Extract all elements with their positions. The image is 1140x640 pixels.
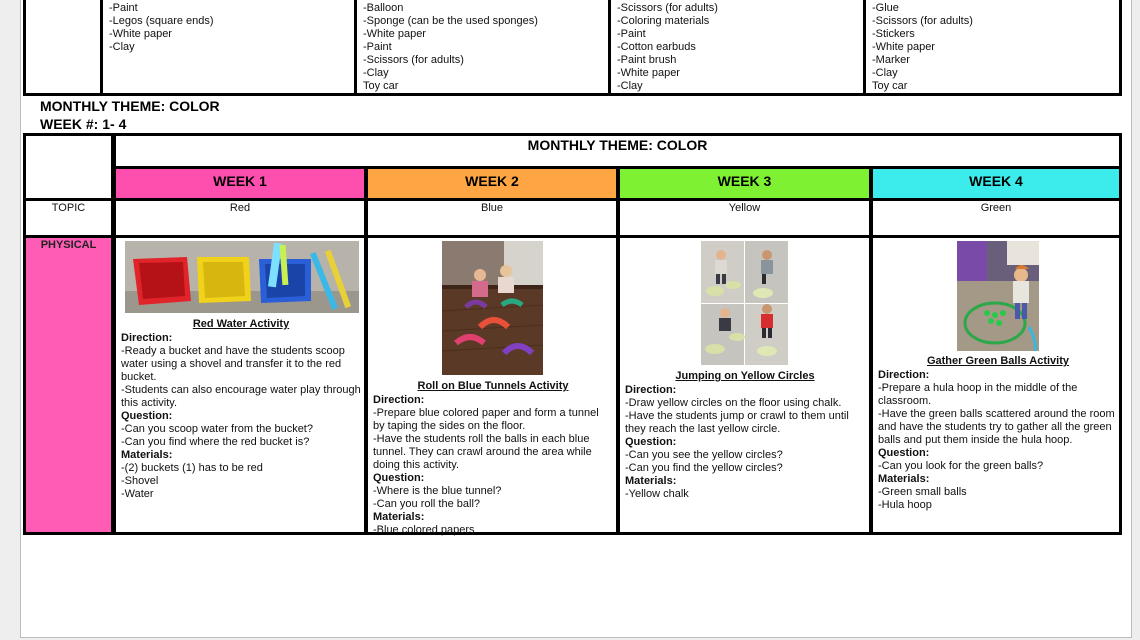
material-item: -Coloring materials	[617, 15, 710, 27]
week-4-header: WEEK 4	[873, 169, 1119, 198]
material-item: -Clay	[363, 67, 389, 79]
material-item: -Water	[121, 488, 154, 500]
material-item: -White paper	[363, 28, 426, 40]
materials-label-cell	[26, 0, 100, 93]
material-item: -Stickers	[872, 28, 915, 40]
material-item: -Legos (square ends)	[109, 15, 214, 27]
material-item: -Scissors (for adults)	[617, 2, 718, 14]
red-water-activity-photo	[125, 241, 359, 313]
direction-label: Direction:	[373, 394, 425, 406]
green-balls-activity-photo	[957, 241, 1039, 351]
material-item: -White paper	[109, 28, 172, 40]
activity-cell-week-1	[116, 238, 364, 532]
activity-cell-week-3	[620, 238, 869, 532]
topic-label: TOPIC	[51, 202, 86, 214]
physical-label: PHYSICAL	[40, 239, 97, 251]
materials-label: Materials:	[373, 511, 425, 523]
material-item: -Marker	[872, 54, 910, 66]
question-label: Question:	[121, 410, 173, 422]
monthly-theme-heading: MONTHLY THEME: COLOR	[40, 98, 220, 114]
table-title: MONTHLY THEME: COLOR	[527, 137, 708, 153]
activity-title: Red Water Activity	[192, 318, 290, 330]
material-item: -Paint	[109, 2, 138, 14]
material-item: -Hula hoop	[878, 499, 932, 511]
materials-cell-2	[357, 0, 608, 93]
question-item: -Where is the blue tunnel?	[373, 485, 502, 497]
material-item: -Paint brush	[617, 54, 677, 66]
corner-cell	[26, 136, 111, 198]
direction-label: Direction:	[625, 384, 677, 396]
materials-label: Materials:	[625, 475, 677, 487]
direction-item: -Prepare a hula hoop in the middle of the classroom.	[878, 382, 1078, 407]
materials-cell-3	[611, 0, 863, 93]
question-item: -Can you scoop water from the bucket?	[121, 423, 313, 435]
blue-tunnels-activity-photo	[442, 241, 543, 375]
question-item: -Can you find where the red bucket is?	[121, 436, 310, 448]
topic-week-1: Red	[229, 202, 251, 214]
activity-text-week-4	[878, 353, 1118, 512]
material-item: -Blue colored papers	[373, 524, 475, 536]
direction-item: -Have the students jump or crawl to them until they reach the last yellow circle.	[625, 410, 849, 435]
topic-week-3: Yellow	[728, 202, 761, 214]
material-item: Toy car	[363, 80, 399, 92]
yellow-circles-activity-photo	[701, 241, 788, 365]
week-number-heading: WEEK #: 1- 4	[40, 116, 127, 132]
activity-text-week-2	[373, 378, 613, 537]
material-item: -Scissors (for adults)	[363, 54, 464, 66]
material-item: -Green small balls	[878, 486, 967, 498]
direction-item: -Prepare blue colored paper and form a tunnel by taping the sides on the floor.	[373, 407, 599, 432]
material-item: -Clay	[872, 67, 898, 79]
question-label: Question:	[373, 472, 425, 484]
material-item: -Paint	[617, 28, 646, 40]
material-item: -Shovel	[121, 475, 159, 487]
material-item: -Clay	[109, 41, 135, 53]
week-3-header: WEEK 3	[620, 169, 869, 198]
material-item: -Clay	[617, 80, 643, 92]
direction-item: -Draw yellow circles on the floor using chalk.	[625, 397, 842, 409]
material-item: -Cotton earbuds	[617, 41, 696, 53]
activity-text-week-1	[121, 316, 361, 501]
direction-item: -Have the green balls scattered around the room and have the students try to gather all the green balls and put them inside the hula hoop.	[878, 408, 1115, 446]
materials-cell-4	[866, 0, 1119, 93]
material-item: -White paper	[617, 67, 680, 79]
question-item: -Can you roll the ball?	[373, 498, 481, 510]
direction-item: -Students can also encourage water play through this activity.	[121, 384, 361, 409]
material-item: -Scissors (for adults)	[872, 15, 973, 27]
direction-label: Direction:	[121, 332, 173, 344]
question-label: Question:	[625, 436, 677, 448]
question-label: Question:	[878, 447, 930, 459]
direction-item: -Ready a bucket and have the students scoop water using a shovel and transfer it to the red bucket.	[121, 345, 345, 383]
material-item: -Balloon	[363, 2, 404, 14]
topic-week-4: Green	[980, 202, 1012, 214]
direction-item: -Have the students roll the balls in each blue tunnel. They can crawl around the area while doing this activity.	[373, 433, 592, 471]
material-item: -White paper	[872, 41, 935, 53]
question-item: -Can you find the yellow circles?	[625, 462, 783, 474]
question-item: -Can you see the yellow circles?	[625, 449, 783, 461]
topic-week-2: Blue	[480, 202, 504, 214]
activity-title: Jumping on Yellow Circles	[675, 370, 815, 382]
material-item: -Glue	[872, 2, 899, 14]
week-1-header: WEEK 1	[116, 169, 364, 198]
activity-title: Roll on Blue Tunnels Activity	[417, 380, 569, 392]
activity-cell-week-4	[873, 238, 1119, 532]
activity-text-week-3	[625, 368, 865, 501]
activity-cell-week-2	[368, 238, 616, 536]
material-item: Toy car	[872, 80, 908, 92]
material-item: -Paint	[363, 41, 392, 53]
document-page	[20, 0, 1132, 638]
materials-label: Materials:	[878, 473, 930, 485]
direction-label: Direction:	[878, 369, 930, 381]
question-item: -Can you look for the green balls?	[878, 460, 1044, 472]
materials-label: Materials:	[121, 449, 173, 461]
material-item: -Sponge (can be the used sponges)	[363, 15, 538, 27]
material-item: -Yellow chalk	[625, 488, 689, 500]
activity-title: Gather Green Balls Activity	[926, 355, 1070, 367]
physical-label-cell	[26, 238, 111, 532]
week-2-header: WEEK 2	[368, 169, 616, 198]
materials-cell-1	[103, 0, 354, 93]
material-item: -(2) buckets (1) has to be red	[121, 462, 263, 474]
